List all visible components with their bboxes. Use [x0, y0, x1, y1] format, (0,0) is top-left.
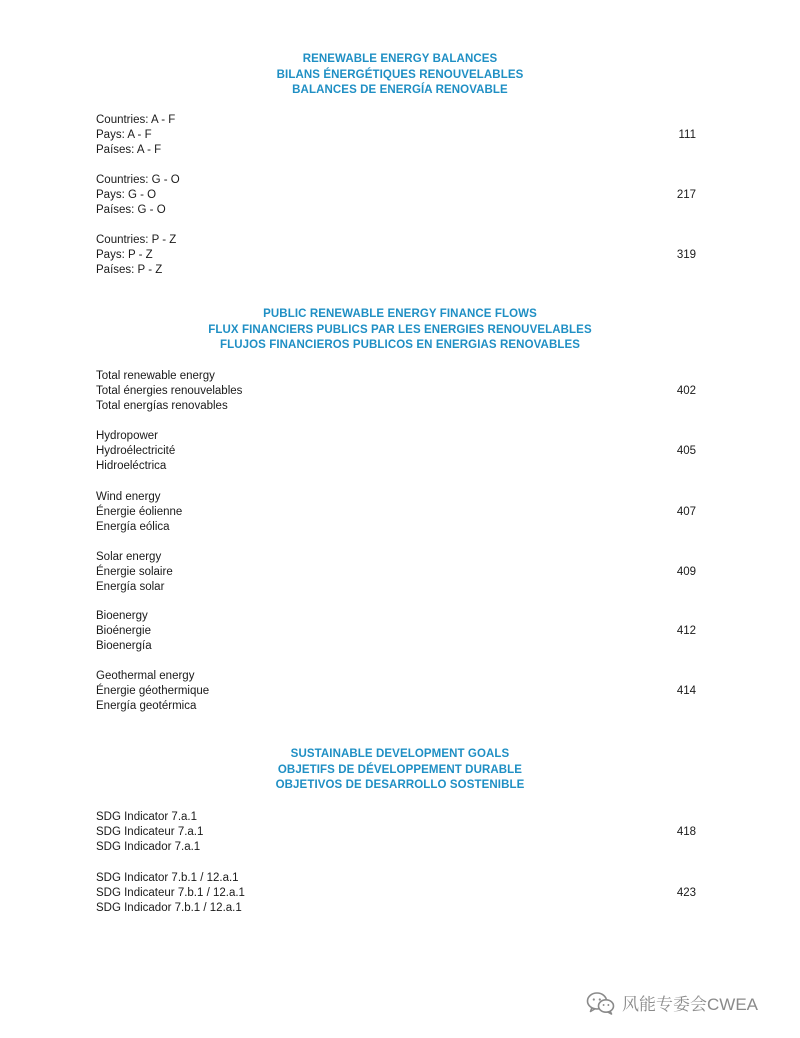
entry-label-en: SDG Indicator 7.a.1: [96, 811, 197, 823]
entry-label-es: Energía eólica: [96, 521, 170, 533]
entry-label-es: Países: G - O: [96, 204, 166, 216]
section-heading-balances: [0, 52, 800, 99]
entry-label-en: Bioenergy: [96, 610, 148, 622]
entry-label-es: Energía geotérmica: [96, 700, 197, 712]
entry-label-fr: Hydroélectricité: [96, 445, 176, 457]
entry-label-en: Countries: P - Z: [96, 234, 177, 246]
page-number: 414: [676, 685, 696, 697]
toc-entry-geothermal-energy[interactable]: [96, 669, 696, 714]
toc-entry-hydropower[interactable]: [96, 429, 696, 474]
entry-label-fr: Énergie éolienne: [96, 506, 183, 518]
toc-entry-sdg-7b1-12a1[interactable]: [96, 871, 696, 916]
entry-label-fr: Pays: G - O: [96, 189, 157, 201]
section-heading-sdg: [0, 747, 800, 794]
page-number: 217: [676, 189, 696, 201]
entry-label-en: Countries: G - O: [96, 174, 180, 186]
heading-line-en: SUSTAINABLE DEVELOPMENT GOALS: [290, 748, 510, 760]
entry-label-es: Total energías renovables: [96, 400, 228, 412]
heading-line-en: RENEWABLE ENERGY BALANCES: [302, 53, 498, 65]
entry-label-en: Countries: A - F: [96, 114, 176, 126]
entry-label-en: Wind energy: [96, 491, 161, 503]
wechat-icon: [586, 991, 616, 1015]
toc-entry-countries-a-f[interactable]: [96, 113, 696, 158]
heading-line-es: FLUJOS FINANCIEROS PUBLICOS EN ENERGIAS RENOVABLES: [219, 339, 581, 351]
page-number: 409: [676, 566, 696, 578]
entry-label-fr: Pays: A - F: [96, 129, 152, 141]
page-number: 405: [676, 445, 696, 457]
page-number: 407: [676, 506, 696, 518]
toc-entry-total-renewable[interactable]: [96, 369, 696, 414]
entry-label-fr: SDG Indicateur 7.b.1 / 12.a.1: [96, 887, 245, 899]
page-number: 412: [676, 625, 696, 637]
page-number: 418: [676, 826, 696, 838]
heading-line-fr: FLUX FINANCIERS PUBLICS PAR LES ENERGIES RENOUVELABLES: [208, 323, 592, 336]
entry-label-es: Países: A - F: [96, 144, 162, 156]
entry-label-es: Energía solar: [96, 581, 165, 593]
page-number: 319: [676, 249, 696, 261]
entry-label-en: Total renewable energy: [96, 370, 215, 382]
entry-label-fr: Pays: P - Z: [96, 249, 153, 261]
entry-label-fr: Bioénergie: [96, 625, 151, 637]
heading-line-en: PUBLIC RENEWABLE ENERGY FINANCE FLOWS: [263, 308, 537, 320]
toc-entry-countries-p-z[interactable]: [96, 233, 696, 278]
entry-label-en: Solar energy: [96, 551, 162, 563]
entry-label-es: Hidroeléctrica: [96, 460, 167, 472]
entry-label-fr: Total énergies renouvelables: [96, 385, 243, 397]
entry-label-fr: Énergie solaire: [96, 566, 173, 578]
section-heading-finance-flows: [0, 307, 800, 354]
page-number: 111: [678, 129, 696, 141]
heading-line-es: OBJETIVOS DE DESARROLLO SOSTENIBLE: [275, 779, 525, 791]
toc-entry-countries-g-o[interactable]: [96, 173, 696, 218]
watermark-text: 风能专委会CWEA: [622, 995, 758, 1014]
toc-entry-solar-energy[interactable]: [96, 550, 696, 595]
entry-label-fr: SDG Indicateur 7.a.1: [96, 826, 204, 838]
toc-entry-bioenergy[interactable]: [96, 609, 696, 654]
heading-line-fr: BILANS ÉNERGÉTIQUES RENOUVELABLES: [276, 68, 524, 81]
heading-line-es: BALANCES DE ENERGÍA RENOVABLE: [292, 84, 508, 96]
toc-entry-sdg-7a1[interactable]: [96, 810, 696, 855]
entry-label-es: Países: P - Z: [96, 264, 163, 276]
page-number: 423: [676, 887, 696, 899]
entry-label-en: Hydropower: [96, 430, 158, 442]
entry-label-es: Bioenergía: [96, 640, 152, 652]
entry-label-fr: Énergie géothermique: [96, 685, 210, 697]
page-number: 402: [676, 385, 696, 397]
entry-label-en: Geothermal energy: [96, 670, 195, 682]
entry-label-es: SDG Indicador 7.b.1 / 12.a.1: [96, 902, 242, 914]
watermark: [586, 990, 758, 1015]
entry-label-es: SDG Indicador 7.a.1: [96, 841, 201, 853]
toc-entry-wind-energy[interactable]: [96, 490, 696, 535]
heading-line-fr: OBJETIFS DE DÉVELOPPEMENT DURABLE: [277, 763, 523, 776]
entry-label-en: SDG Indicator 7.b.1 / 12.a.1: [96, 872, 239, 884]
